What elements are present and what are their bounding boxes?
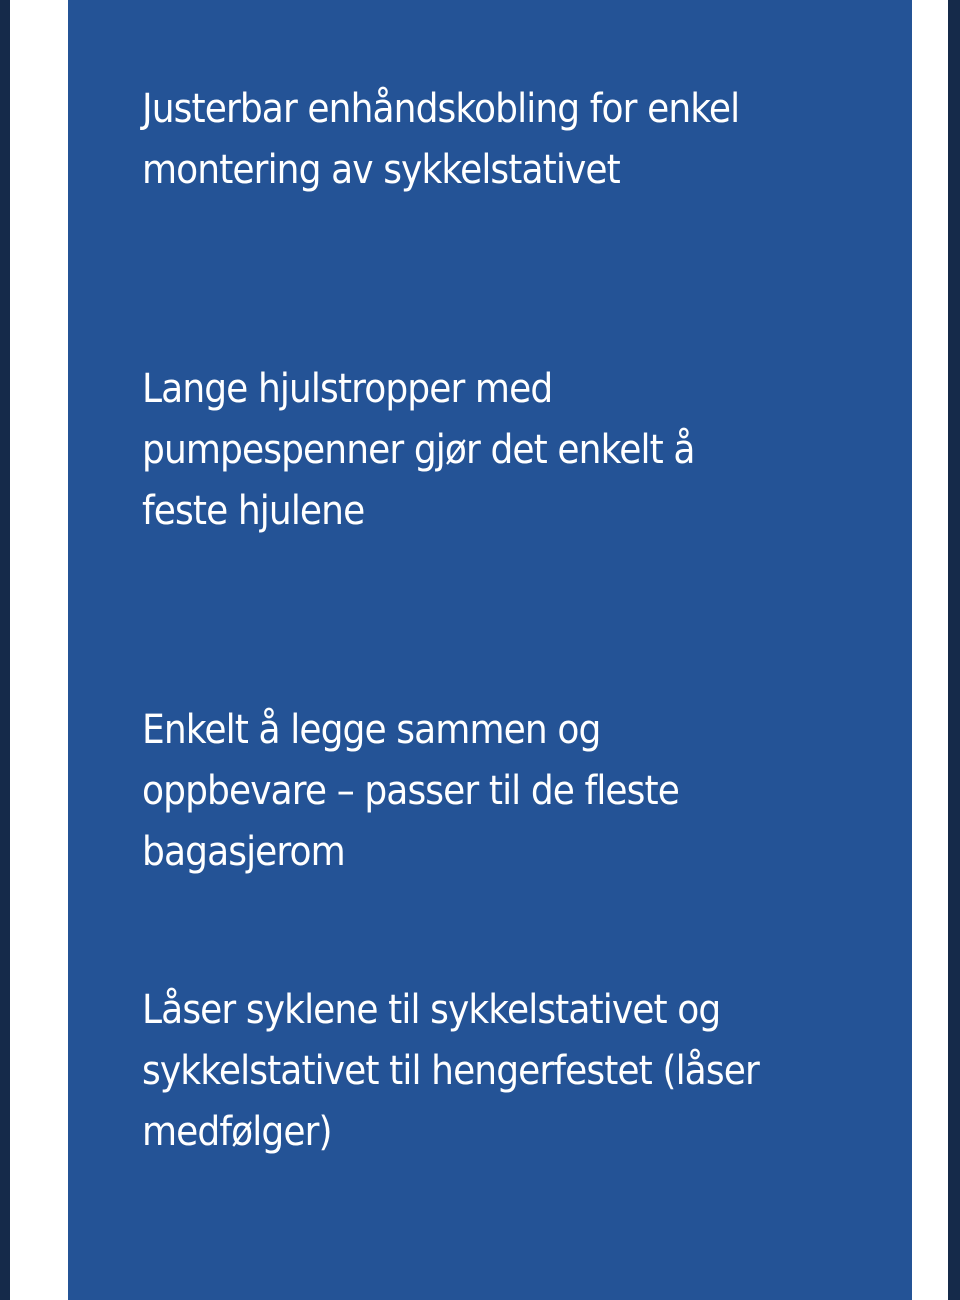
page-frame xyxy=(10,0,948,1300)
feature-item-coupling: Justerbar enhåndskobling for enkel montering av sykkelstativet xyxy=(142,86,740,193)
feature-panel xyxy=(68,0,912,1300)
feature-item-wheel-straps: Lange hjulstropper med pumpespenner gjør det enkelt å feste hjulene xyxy=(142,366,695,534)
feature-item-folding: Enkelt å legge sammen og oppbevare – passer til de fleste bagasjerom xyxy=(142,707,680,875)
feature-item-locks: Låser syklene til sykkelstativet og sykkelstativet til hengerfestet (låser medfølger) xyxy=(142,987,759,1155)
